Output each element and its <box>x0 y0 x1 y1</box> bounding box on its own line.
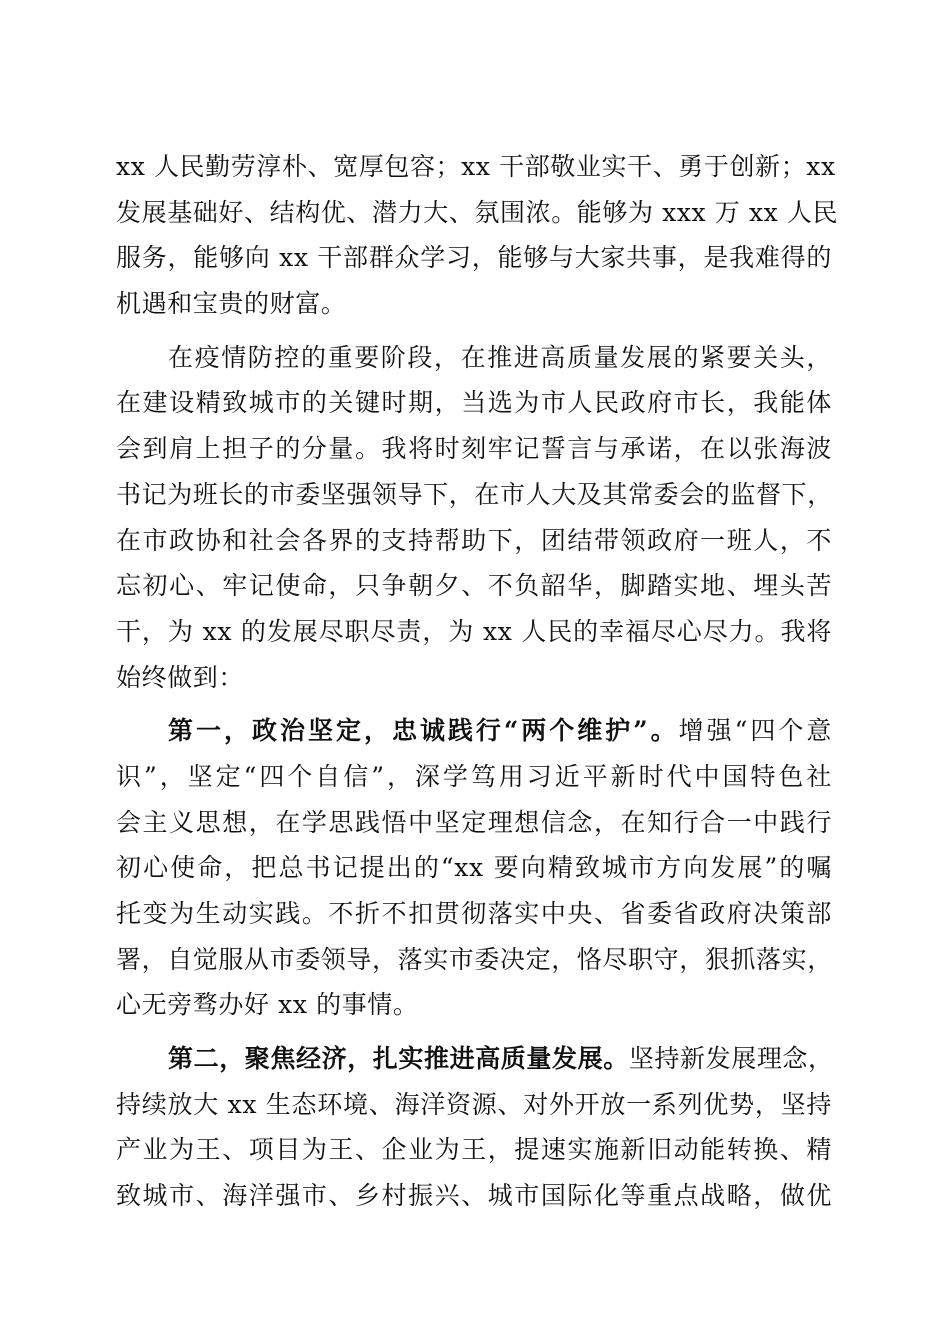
text-line: 在市政协和社会各界的支持帮助下，团结带领政府一班人，不 <box>116 525 832 555</box>
text-span: 增强“四个意 <box>678 716 832 746</box>
text-line: 产业为王、项目为王、企业为王，提速实施新旧动能转换、精 <box>116 1135 832 1165</box>
document-page <box>116 144 839 1219</box>
text-line: 心无旁骛办好 xx 的事情。 <box>116 990 419 1020</box>
text-line: 会到肩上担子的分量。我将时刻牢记誓言与承诺，在以张海波 <box>116 434 832 464</box>
text-line: 服务，能够向 xx 干部群众学习，能够与大家共事，是我难得的 <box>116 243 832 273</box>
paragraph-1 <box>116 144 839 327</box>
section-heading: 第二，聚焦经济，扎实推进高质量发展。 <box>168 1044 629 1074</box>
text-line: 在建设精致城市的关键时期，当选为市人民政府市长，我能体 <box>116 388 832 418</box>
text-line: 初心使命，把总书记提出的“xx 要向精致城市方向发展”的嘱 <box>116 853 832 883</box>
text-line <box>116 708 832 754</box>
text-line <box>116 1036 832 1082</box>
text-line: 托变为生动实践。不折不扣贯彻落实中央、省委省政府决策部 <box>116 899 832 928</box>
section-heading: 第一，政治坚定，忠诚践行“两个维护”。 <box>168 716 679 746</box>
text-line: 持续放大 xx 生态环境、海洋资源、对外开放一系列优势，坚持 <box>116 1089 832 1119</box>
text-line: 发展基础好、结构优、潜力大、氛围浓。能够为 xxx 万 xx 人民 <box>116 197 839 227</box>
text-line: 会主义思想，在学思践悟中坚定理想信念，在知行合一中践行 <box>116 807 832 837</box>
text-line: 干，为 xx 的发展尽职尽责，为 xx 人民的幸福尽心尽力。我将 <box>116 616 832 646</box>
paragraph-2 <box>116 335 832 701</box>
text-line: 始终做到： <box>116 662 245 692</box>
text-line: 致城市、海洋强市、乡村振兴、城市国际化等重点战略，做优 <box>116 1181 832 1211</box>
text-line: 识”，坚定“四个自信”，深学笃用习近平新时代中国特色社 <box>116 761 832 791</box>
text-line: 在疫情防控的重要阶段，在推进高质量发展的紧要关头， <box>168 342 832 372</box>
text-line: 机遇和宝贵的财富。 <box>116 289 347 319</box>
text-span: 坚持新发展理念， <box>628 1044 834 1074</box>
text-line: 书记为班长的市委坚强领导下，在市人大及其常委会的监督下， <box>116 479 833 509</box>
paragraph-3 <box>116 708 832 1028</box>
text-line: 署，自觉服从市委领导，落实市委决定，恪尽职守，狠抓落实， <box>116 944 833 974</box>
text-line: 忘初心、牢记使命，只争朝夕、不负韶华，脚踏实地、埋头苦 <box>116 571 832 601</box>
paragraph-4 <box>116 1036 832 1219</box>
text-line: xx 人民勤劳淳朴、宽厚包容；xx 干部敬业实干、勇于创新；xx <box>116 152 836 181</box>
